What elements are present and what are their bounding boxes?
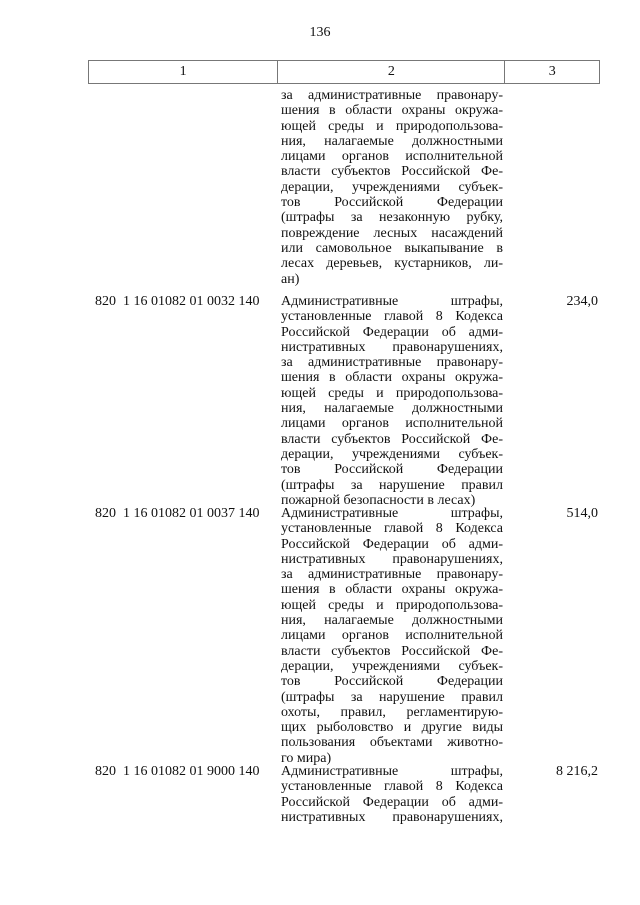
description-line: нистративных правонарушениях, bbox=[281, 809, 503, 825]
description-line: тов Российской Федерации bbox=[281, 195, 503, 211]
description-line: дерации, учреждениями субъек- bbox=[281, 658, 503, 674]
table-row bbox=[0, 506, 640, 766]
description-line: Российской Федерации об адми- bbox=[281, 324, 503, 340]
amount: 234,0 bbox=[566, 294, 598, 309]
column-header-3: 3 bbox=[548, 64, 556, 79]
description bbox=[281, 506, 503, 766]
description-line: (штрафы за нарушение правил bbox=[281, 689, 503, 705]
description-line: нистративных правонарушениях, bbox=[281, 551, 503, 567]
description-line: нистративных правонарушениях, bbox=[281, 339, 503, 355]
budget-code: 820 1 16 01082 01 0037 140 bbox=[95, 506, 260, 521]
description-line: Административные штрафы, bbox=[281, 294, 503, 309]
budget-code: 820 1 16 01082 01 9000 140 bbox=[95, 764, 260, 779]
description-line: ния, налагаемые должностными bbox=[281, 401, 503, 417]
description-line: лицами органов исполнительной bbox=[281, 628, 503, 644]
description-line: пользования объектами животно- bbox=[281, 735, 503, 751]
description bbox=[281, 764, 503, 825]
description-line: повреждение лесных насаждений bbox=[281, 225, 503, 241]
description-line: лесах деревьев, кустарников, ли- bbox=[281, 256, 503, 272]
page-number: 136 bbox=[309, 25, 331, 40]
description bbox=[281, 88, 503, 287]
description-line: установленные главой 8 Кодекса bbox=[281, 521, 503, 537]
column-header-2: 2 bbox=[278, 61, 505, 83]
description-line: дерации, учреждениями субъек- bbox=[281, 446, 503, 462]
description-line: (штрафы за незаконную рубку, bbox=[281, 210, 503, 226]
amount: 8 216,2 bbox=[556, 764, 598, 779]
budget-code: 820 1 16 01082 01 0032 140 bbox=[95, 294, 260, 309]
description-line: или самовольное выкапывание в bbox=[281, 240, 503, 256]
description-line: за административные правонару- bbox=[281, 567, 503, 583]
description-line: Российской Федерации об адми- bbox=[281, 794, 503, 810]
description-line: лицами органов исполнительной bbox=[281, 416, 503, 432]
description-line: Российской Федерации об адми- bbox=[281, 536, 503, 552]
description-line: Административные штрафы, bbox=[281, 764, 503, 779]
description-line: ющей среды и природопользова- bbox=[281, 385, 503, 401]
description-line: лицами органов исполнительной bbox=[281, 149, 503, 165]
table-header bbox=[88, 60, 600, 84]
description-line: шения в области охраны окружа- bbox=[281, 103, 503, 119]
description-line: за административные правонару- bbox=[281, 88, 503, 103]
description-line: (штрафы за нарушение правил bbox=[281, 477, 503, 493]
table-row bbox=[0, 764, 640, 825]
description-line: ния, налагаемые должностными bbox=[281, 133, 503, 149]
amount: 514,0 bbox=[566, 506, 598, 521]
description-line: власти субъектов Российской Фе- bbox=[281, 164, 503, 180]
column-header-1: 1 bbox=[89, 61, 278, 83]
description-line: пожарной безопасности в лесах) bbox=[281, 492, 476, 508]
description-line: щих рыболовство и другие виды bbox=[281, 720, 503, 736]
description-line: власти субъектов Российской Фе- bbox=[281, 643, 503, 659]
description-line: ния, налагаемые должностными bbox=[281, 613, 503, 629]
description-line: установленные главой 8 Кодекса bbox=[281, 779, 503, 795]
description-line: го мира) bbox=[281, 750, 332, 766]
description-line: шения в области охраны окружа- bbox=[281, 370, 503, 386]
table-row bbox=[0, 88, 640, 287]
description bbox=[281, 294, 503, 508]
description-line: тов Российской Федерации bbox=[281, 462, 503, 478]
description-line: установленные главой 8 Кодекса bbox=[281, 309, 503, 325]
description-line: ющей среды и природопользова- bbox=[281, 597, 503, 613]
table-row bbox=[0, 294, 640, 508]
description-line: дерации, учреждениями субъек- bbox=[281, 179, 503, 195]
description-line: Административные штрафы, bbox=[281, 506, 503, 521]
description-line: власти субъектов Российской Фе- bbox=[281, 431, 503, 447]
description-line: ан) bbox=[281, 271, 300, 287]
description-line: шения в области охраны окружа- bbox=[281, 582, 503, 598]
description-line: ющей среды и природопользова- bbox=[281, 118, 503, 134]
description-line: тов Российской Федерации bbox=[281, 674, 503, 690]
description-line: охоты, правил, регламентирую- bbox=[281, 704, 503, 720]
description-line: за административные правонару- bbox=[281, 355, 503, 371]
